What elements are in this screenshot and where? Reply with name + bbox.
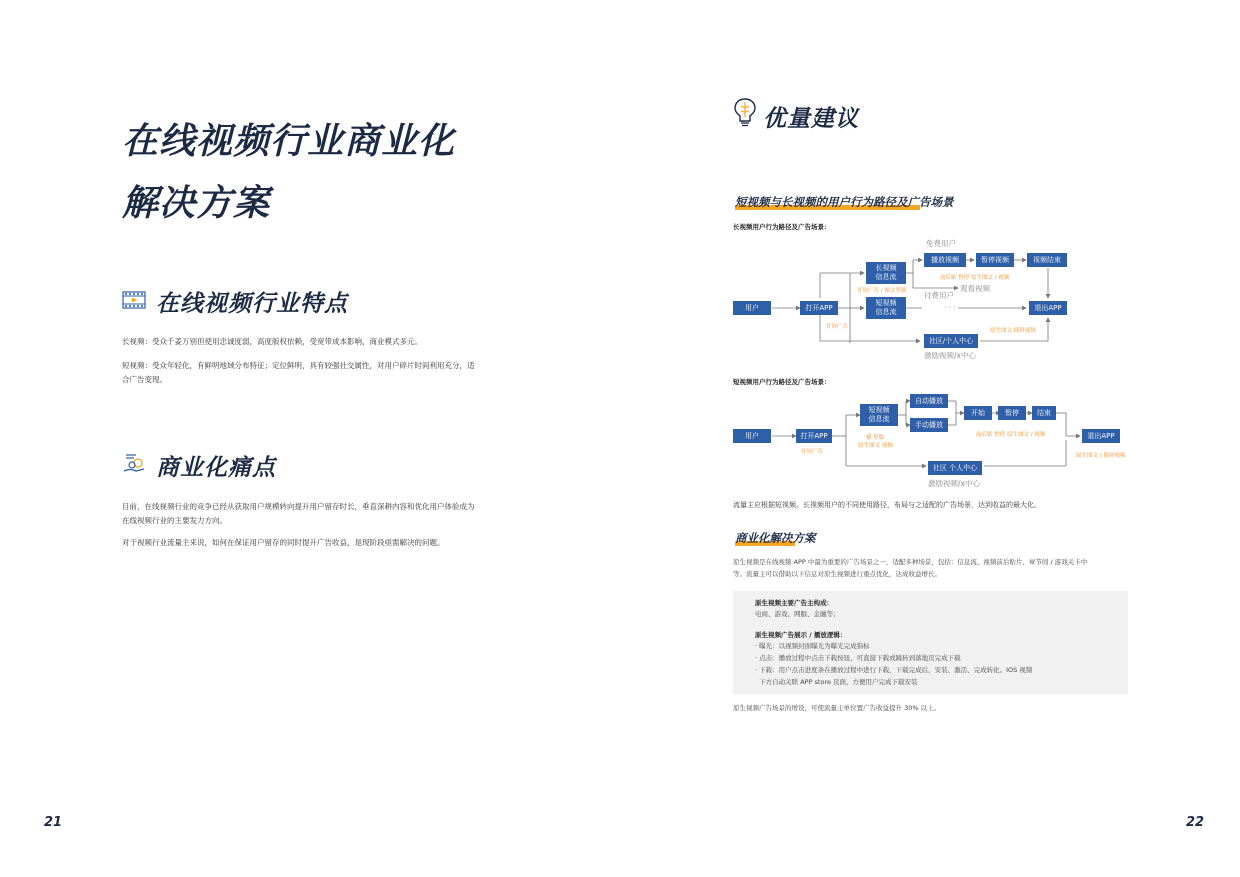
right-title: 优量建议 [763,106,859,132]
d2-ad-splash: 开屏广告 [801,449,824,455]
info-box-heading1: 原生视频主要广告主构成： [755,599,833,607]
d2-community: 社区 个人中心 [928,461,982,475]
page-number-left: 21 [44,815,63,830]
d1-short-feed-line2: 信息流 [875,308,897,316]
d1-watch-video: 观看视频 [960,284,990,293]
info-box-heading2: 原生视频广告展示 / 播放逻辑： [755,631,847,639]
d1-ad-feed: 开屏广告 / 图文竖频 [857,288,907,294]
d2-short-feed-line2: 信息流 [868,415,890,423]
d1-exit-app: 退出APP [1029,301,1067,315]
d2-ad-patch: 前后贴 暂停 原生图文 / 视频 [976,432,1046,438]
solution-footer: 原生视频广告场景的增设，可使流量主单位置广告收益提升 30% 以上。 [733,704,941,712]
d1-pause-video: 暂停视频 [976,253,1014,267]
d1-long-feed-line2: 信息流 [875,273,897,281]
info-box-exposure: · 曝光：以视频封面曝光为曝光完成指标 [755,642,870,650]
d1-play-video: 播放视频 [924,253,966,267]
d2-short-feed-line1: 短视频 [868,406,890,414]
d2-exit-app: 退出APP [1082,429,1120,443]
d1-incentive: 激励视频/x中心 [924,351,976,360]
page-title-line2: 解决方案 [122,183,271,224]
d1-ad-splash: 开屏广告 [826,324,849,330]
d2-pause: 暂停 [998,406,1026,420]
d1-long-feed-line1: 长视频 [875,264,897,272]
features-short-video-line1: 短视频：受众年轻化，有鲜明地域分布特征；定位鲜明，具有较强社交属性，对用户碎片时间利用充分，适 [122,361,475,370]
info-box-click: · 点击：播放过程中点击下载按钮，可直接下载或跳转到落地页完成下载 [755,654,961,662]
d1-ad-patch: 前后贴 暂停 原生图文 / 视频 [940,275,1010,281]
solution-para-line1: 原生视频是在线视频 APP 中最为重要的广告场景之一，适配多种场景，包括：信息流、视频前后贴片、章节间 / 游戏关卡中 [733,558,1088,566]
d1-ellipsis: · · · [944,303,956,312]
info-box [733,591,1128,694]
info-box-download-line1: · 下载：用户点击进度条在播放过程中进行下载，下载完成后，安装、激活、完成转化。IOS 视频 [755,666,1033,674]
d2-auto-play: 自动播放 [910,394,948,408]
d1-short-feed [866,297,906,319]
d2-open-app: 打开APP [796,429,832,443]
pain-points-para1-line2: 在线视频行业的主要发力方向。 [122,516,227,525]
d1-community: 社区/个人中心 [924,334,978,348]
diagram1-label: 长视频用户行为路径及广告场景： [733,223,831,231]
d2-user: 用户 [733,429,771,443]
pain-points-para2: 对于视频行业流量主来说，如何在保证用户留存的同时提升广告收益，是现阶段亟需解决的问题。 [122,538,445,547]
pain-points-para1-line1: 目前，在线视频行业的竞争已经从获取用户规模转向提升用户留存时长，垂直深耕内容和优化用户体验成为 [122,502,475,511]
features-long-video: 长视频：受众千姜万别但使用忠诚度弱，高度版权依赖，受宽带成本影响，商业模式多元。 [122,337,422,346]
d1-user: 用户 [733,301,771,315]
d2-manual-play: 手动播放 [910,418,948,432]
d1-open-app: 打开APP [800,301,838,315]
d1-ad-exit: 原生图文 插屏视频 [990,328,1036,334]
d1-free-user: 免费用户 [926,239,956,248]
page-title-line1: 在线视频行业商业化 [122,121,456,162]
subhead-solution: 商业化解决方案 [735,531,816,545]
d1-short-feed-line1: 短视频 [875,299,897,307]
d1-video-end: 视频结束 [1027,253,1067,267]
info-box-advertisers: 电商、游戏、网服、金融等； [755,610,840,618]
diagram-caption: 流量主应根据短视频、长视频用户的不同使用路径，布局与之适配的广告场景，达到收益的最大化。 [733,501,1041,509]
d2-ad-exit: 原生图文 / 插屏视频 [1076,453,1126,459]
d1-paid-user: 付费用户 [924,291,954,300]
d2-incentive: 激励视频/x中心 [928,479,980,488]
video-film-icon [122,290,146,310]
solution-para-line2: 等。流量主可以借助以下信息对原生视频进行重点优化，达成收益增长。 [733,570,941,578]
page-number-right: 22 [1186,815,1205,830]
diagram2-label: 短视频用户行为路径及广告场景： [733,378,831,386]
section-title-pain-points: 商业化痛点 [156,455,276,481]
brain-bulb-icon [732,97,758,127]
d1-long-feed [866,262,906,284]
section-title-features: 在线视频行业特点 [156,291,348,317]
d2-end: 结束 [1032,406,1056,420]
money-hand-icon [122,451,146,475]
d2-ad-feed-line2: 原生图文 视频 [858,443,893,449]
subhead-behavior-path: 短视频与长视频的用户行为路径及广告场景 [735,195,954,209]
info-box-download-line2: 下方自动关联 APP store 页面，方便用户完成下载安装 [755,678,918,686]
features-short-video-line2: 合广告变现。 [122,375,167,384]
d2-start: 开始 [964,406,992,420]
d2-short-feed [860,404,898,426]
d2-ad-feed-line1: 横 竖版 [866,435,885,441]
